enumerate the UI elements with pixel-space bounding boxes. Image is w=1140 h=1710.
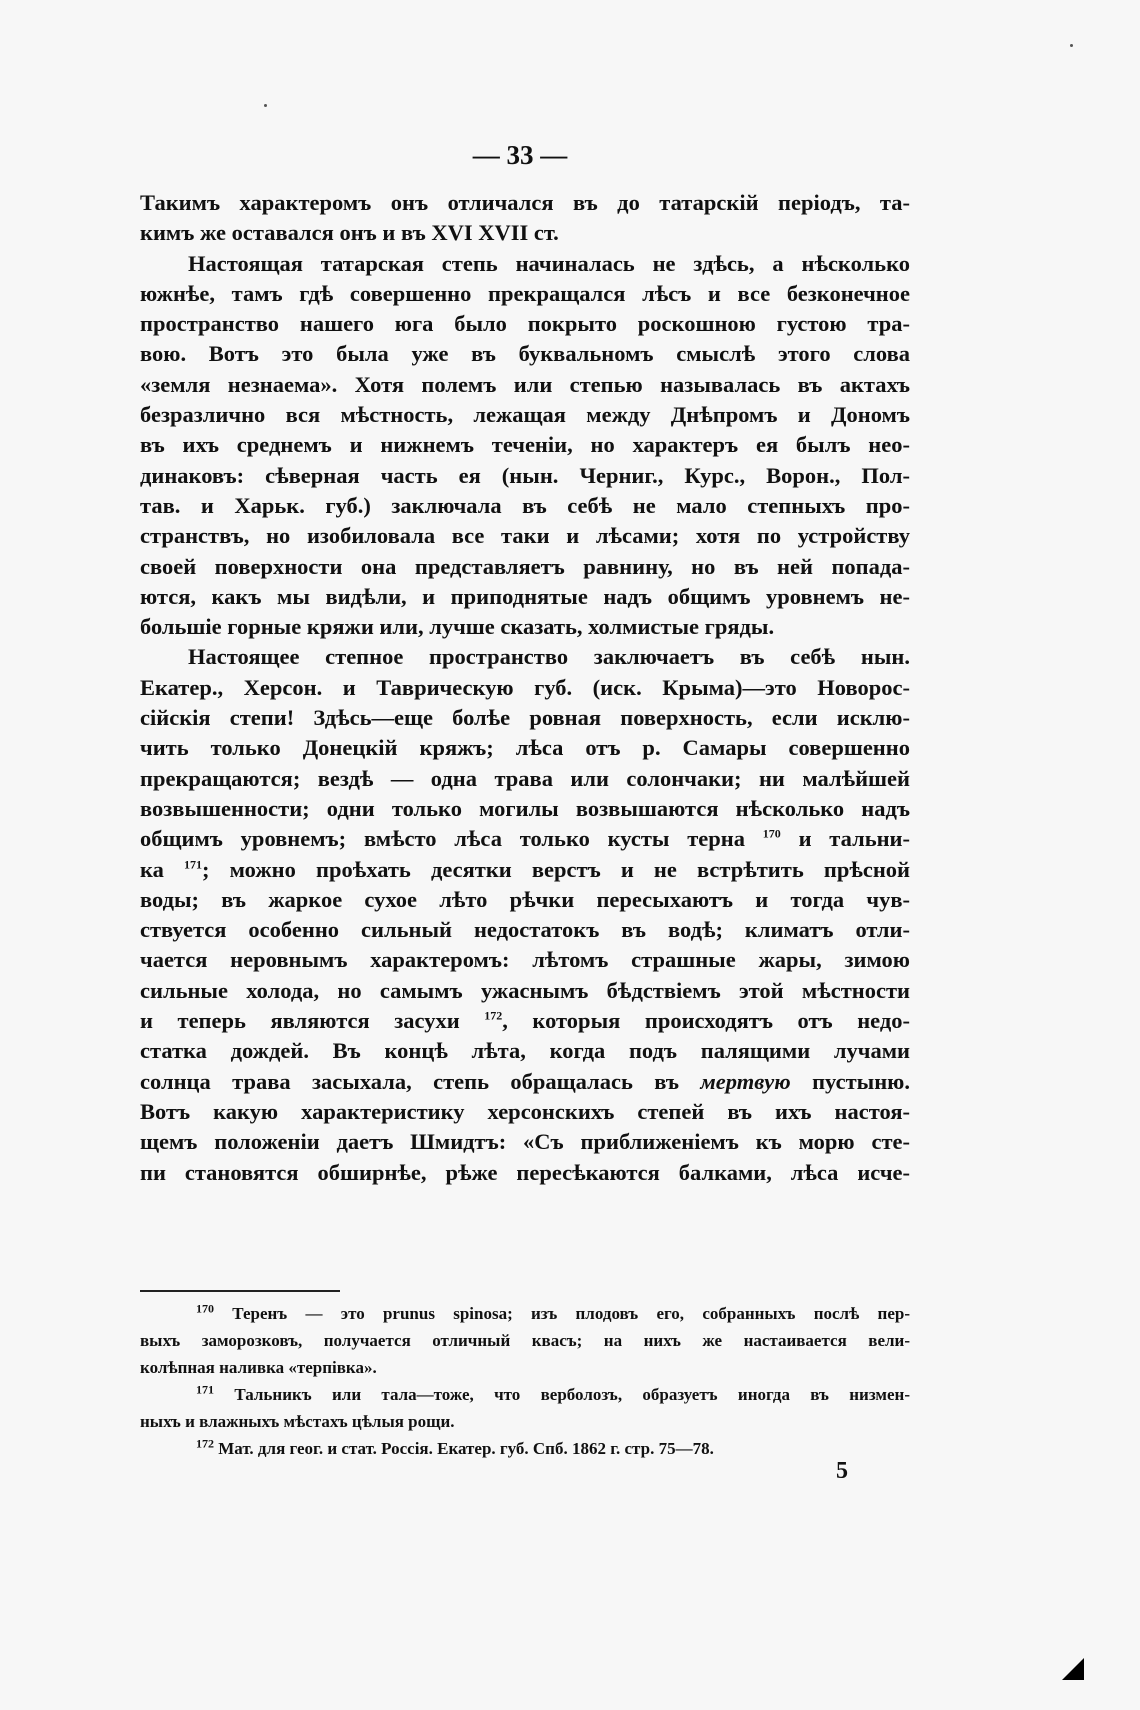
footnote-line [140,1435,910,1462]
text-line: прекращаются; вездѣ — одна трава или солончаки; ни малѣйшей [140,765,910,791]
text-line: ются, какъ мы видѣли, и приподнятые надъ общимъ уровнемъ не- [140,583,910,609]
text-line-part: ка [140,856,164,882]
scan-speck [264,104,267,107]
text-line-with-footnote-170 [140,824,910,854]
text-line: вою. Вотъ это была уже въ буквальномъ смыслѣ этого слова [140,341,910,367]
paragraph-2 [140,249,910,643]
footnote-170 [140,1300,910,1381]
paragraph-3 [140,642,910,1187]
text-line: динаковъ: сѣверная часть ея (нын. Черниг., Курс., Ворон., Пол- [140,462,910,488]
text-line: чается неровнымъ характеромъ: лѣтомъ страшные жары, зимою [140,947,910,973]
footnote-line [140,1300,910,1327]
text-line-with-footnote-171 [140,855,910,885]
text-line-part: и теперь являются засухи [140,1008,460,1034]
footnote-171 [140,1381,910,1435]
footnote-number: 171 [196,1382,214,1397]
text-line-with-emphasis [140,1067,910,1097]
text-line: сильные холода, но самымъ ужаснымъ бѣдствіемъ этой мѣстности [140,977,910,1003]
footnote-text: Мат. для геог. и стат. Россія. Екатер. губ. Спб. 1862 г. стр. 75—78. [218,1439,714,1458]
footnote-ref-172: 172 [484,1008,503,1023]
footnote-line: выхъ заморозковъ, получается отличный квасъ; на нихъ же настаивается вели- [140,1331,910,1350]
text-line-part: пустыню. [812,1068,910,1094]
footnote-ref-170: 170 [762,826,781,841]
footnote-divider [140,1290,340,1292]
footnote-text: Теренъ — это prunus spinosa; изъ плодовъ его, собранныхъ послѣ пер- [232,1304,911,1323]
text-line: южнѣе, тамъ гдѣ совершенно прекращался лѣсъ и все безконечное [140,280,910,306]
text-line: пи становятся обширнѣе, рѣже пересѣкаются балками, лѣса исче- [140,1159,910,1185]
scan-speck [1070,44,1073,47]
text-line: чить только Донецкій кряжъ; лѣса отъ р. Самары совершенно [140,735,910,761]
footnotes [140,1300,910,1462]
footnote-number: 170 [196,1301,214,1316]
main-text [140,188,910,1188]
text-line: Такимъ характеромъ онъ отличался въ до татарскій періодъ, та- [140,190,910,215]
page-number: — 33 — [472,140,568,170]
text-line: воды; въ жаркое сухое лѣто рѣчки пересыхаютъ и тогда чув- [140,886,910,912]
footnote-ref-171: 171 [184,857,203,872]
text-line: «земля незнаема». Хотя полемъ или степью называлась въ актахъ [140,371,910,397]
text-line: большіе горные кряжи или, лучше сказать, холмистые гряды. [140,614,775,640]
text-line: Екатер., Херсон. и Таврическую губ. (иск. Крыма)—это Новорос- [140,674,910,700]
text-line: безразлично вся мѣстность, лежащая между Днѣпромъ и Дономъ [140,402,910,428]
text-line-part: солнца трава засыхала, степь обращалась въ [140,1068,679,1094]
text-line: щемъ положеніи даетъ Шмидтъ: «Съ приближеніемъ къ морю сте- [140,1129,910,1155]
text-line: своей поверхности она представляетъ равнину, но въ ней попада- [140,553,910,579]
text-line: Настоящее степное пространство заключаетъ въ себѣ нын. [188,644,910,670]
emphasized-word: мертвую [700,1068,791,1094]
text-line: ствуется особенно сильный недостатокъ въ водѣ; климатъ отли- [140,917,910,943]
text-line-part: общимъ уровнемъ; вмѣсто лѣса только кусты терна [140,826,745,852]
text-line: сійскія степи! Здѣсь—еще болѣе ровная поверхность, если исклю- [140,705,910,731]
text-line: странствъ, но изобиловала все таки и лѣсами; хотя по устройству [140,523,910,549]
text-line-part: и тальни- [798,826,911,852]
text-line: пространство нашего юга было покрыто роскошною густою тра- [140,311,910,337]
text-line: возвышенности; одни только могилы возвышаются нѣсколько надъ [140,795,910,821]
footnote-172 [140,1435,910,1462]
signature-mark: 5 [836,1458,848,1484]
footnote-text: Тальникъ или тала—тоже, что верболозъ, образуетъ иногда въ низмен- [234,1385,910,1404]
text-line: въ ихъ среднемъ и нижнемъ теченіи, но характеръ ея былъ нео- [140,432,910,458]
text-line: статка дождей. Въ концѣ лѣта, когда подъ палящими лучами [140,1038,910,1064]
text-line-part: ; можно проѣхать десятки верстъ и не встрѣтить прѣсной [202,856,910,882]
footnote-line: колѣпная наливка «терпівка». [140,1358,377,1377]
text-line: кимъ же оставался онъ и въ XVI XVII ст. [140,220,559,246]
text-line-with-footnote-172 [140,1006,910,1036]
text-line: Настоящая татарская степь начиналась не здѣсь, а нѣсколько [188,250,910,276]
text-line: тав. и Харьк. губ.) заключала въ себѣ не мало степныхъ про- [140,492,910,518]
text-line-part: , которыя происходятъ отъ недо- [502,1008,910,1034]
footnote-line [140,1381,910,1408]
scan-corner-mark [1062,1658,1084,1680]
text-line: Вотъ какую характеристику херсонскихъ степей въ ихъ настоя- [140,1098,910,1124]
footnote-line: ныхъ и влажныхъ мѣстахъ цѣлыя рощи. [140,1412,455,1431]
paragraph-1 [140,188,910,249]
footnote-number: 172 [196,1436,214,1451]
